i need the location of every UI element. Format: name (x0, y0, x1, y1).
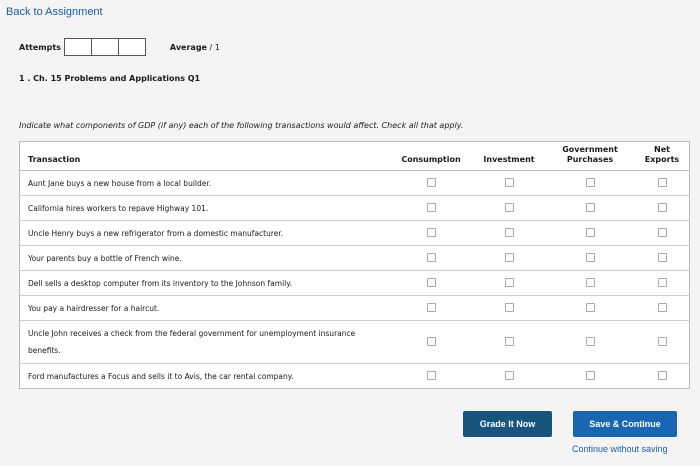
transaction-text: Dell sells a desktop computer from its inventory to the Johnson family. (20, 271, 389, 296)
consumption-checkbox[interactable] (427, 303, 436, 312)
gdp-components-table (19, 141, 690, 389)
consumption-checkbox[interactable] (427, 178, 436, 187)
transaction-text: Your parents buy a bottle of French wine. (20, 246, 389, 271)
consumption-checkbox[interactable] (427, 203, 436, 212)
question-title: 1 . Ch. 15 Problems and Applications Q1 (19, 74, 201, 83)
consumption-checkbox[interactable] (427, 278, 436, 287)
attempt-box (64, 38, 92, 56)
transaction-text: California hires workers to repave Highway 101. (20, 196, 389, 221)
average-value: / 1 (209, 42, 220, 52)
back-to-assignment-link[interactable]: Back to Assignment (6, 6, 103, 18)
government-label-line1: Government (562, 145, 618, 154)
government-purchases-checkbox[interactable] (586, 253, 595, 262)
government-purchases-checkbox[interactable] (586, 228, 595, 237)
table-row (20, 296, 689, 321)
attempts-row (19, 38, 220, 56)
transaction-text: You pay a hairdresser for a haircut. (20, 296, 389, 321)
transaction-text: Uncle John receives a check from the federal government for unemployment insurance benefits. (20, 321, 389, 364)
table-row (20, 196, 689, 221)
government-purchases-checkbox[interactable] (586, 303, 595, 312)
column-header-investment: Investment (473, 142, 545, 171)
transaction-text: Uncle Henry buys a new refrigerator from a domestic manufacturer. (20, 221, 389, 246)
column-header-consumption: Consumption (389, 142, 473, 171)
government-purchases-checkbox[interactable] (586, 371, 595, 380)
investment-checkbox[interactable] (505, 337, 514, 346)
consumption-checkbox[interactable] (427, 371, 436, 380)
table-row (20, 246, 689, 271)
government-purchases-checkbox[interactable] (586, 337, 595, 346)
government-purchases-checkbox[interactable] (586, 203, 595, 212)
investment-checkbox[interactable] (505, 371, 514, 380)
table-row (20, 171, 689, 196)
attempt-box (91, 38, 119, 56)
investment-checkbox[interactable] (505, 178, 514, 187)
consumption-checkbox[interactable] (427, 337, 436, 346)
net-label-line2: Exports (644, 155, 680, 164)
government-purchases-checkbox[interactable] (586, 278, 595, 287)
government-label-line2: Purchases (566, 155, 614, 164)
net-exports-checkbox[interactable] (658, 228, 667, 237)
average-label: Average (169, 42, 207, 52)
net-exports-checkbox[interactable] (658, 253, 667, 262)
column-header-government-purchases (545, 142, 635, 171)
attempt-box (118, 38, 146, 56)
government-purchases-checkbox[interactable] (586, 178, 595, 187)
net-exports-checkbox[interactable] (658, 303, 667, 312)
average-score (170, 43, 220, 52)
table-row (20, 364, 689, 389)
consumption-checkbox[interactable] (427, 228, 436, 237)
net-exports-checkbox[interactable] (658, 178, 667, 187)
continue-without-saving-link[interactable]: Continue without saving (572, 444, 668, 454)
investment-checkbox[interactable] (505, 203, 514, 212)
transaction-text: Ford manufactures a Focus and sells it to Avis, the car rental company. (20, 364, 389, 389)
attempt-boxes (65, 38, 146, 56)
column-header-transaction: Transaction (20, 142, 389, 171)
column-header-net-exports (635, 142, 689, 171)
table-row (20, 271, 689, 296)
investment-checkbox[interactable] (505, 303, 514, 312)
consumption-checkbox[interactable] (427, 253, 436, 262)
table-row (20, 321, 689, 364)
transaction-text: Aunt Jane buys a new house from a local builder. (20, 171, 389, 196)
net-exports-checkbox[interactable] (658, 337, 667, 346)
attempts-label: Attempts (19, 42, 61, 52)
question-instructions: Indicate what components of GDP (if any) each of the following transactions would affect. Check all that apply. (19, 121, 464, 130)
net-label-line1: Net (654, 145, 670, 154)
net-exports-checkbox[interactable] (658, 371, 667, 380)
save-and-continue-button[interactable]: Save & Continue (573, 411, 677, 437)
investment-checkbox[interactable] (505, 228, 514, 237)
net-exports-checkbox[interactable] (658, 278, 667, 287)
table-row (20, 221, 689, 246)
net-exports-checkbox[interactable] (658, 203, 667, 212)
table-header-row (20, 142, 689, 171)
investment-checkbox[interactable] (505, 253, 514, 262)
investment-checkbox[interactable] (505, 278, 514, 287)
grade-it-now-button[interactable]: Grade It Now (463, 411, 552, 437)
